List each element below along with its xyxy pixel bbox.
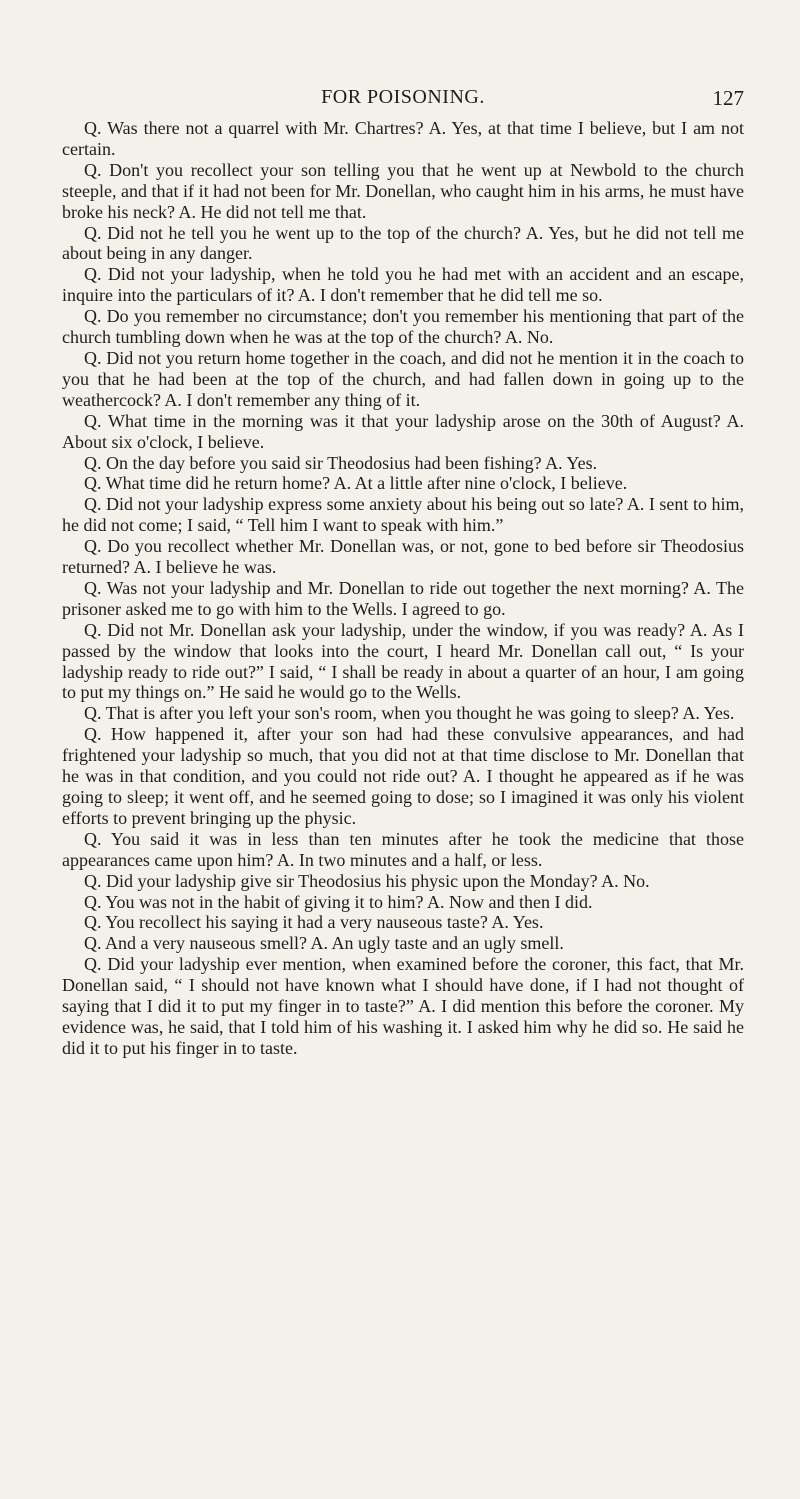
running-title: FOR POISONING. xyxy=(321,86,485,108)
paragraph: Q. On the day before you said sir Theodosius had been fishing? A. Yes. xyxy=(84,452,598,473)
paragraph: Q. You recollect his saying it had a very nauseous taste? A. Yes. xyxy=(84,912,544,933)
paragraph: Q. Was not your ladyship and Mr. Donellan to ride out together the next morning? A. The prisoner asked me to go with him to the Wells. I agreed to go. xyxy=(62,577,744,619)
paragraph: Q. Was there not a quarrel with Mr. Chartres? A. Yes, at that time I believe, but I am not certain. xyxy=(62,118,744,159)
paragraph: Q. And a very nauseous smell? A. An ugly taste and an ugly smell. xyxy=(84,933,564,954)
paragraph: Q. That is after you left your son's room, when you thought he was going to sleep? A. Yes. xyxy=(84,703,735,724)
paragraph: Q. Did not Mr. Donellan ask your ladyship, under the window, if you was ready? A. As I passed by the window that looks into the court, I heard Mr. Donellan call out, “ Is your ladyship ready to ride out?” I said, “ I shall be ready in about a quarter of an hour, I am going to put my things on.” He said he would go to the Wells. xyxy=(62,619,744,703)
paragraph: Q. Did your ladyship give sir Theodosius his physic upon the Monday? A. No. xyxy=(84,870,650,891)
paragraph: Q. Did not you return home together in the coach, and did not he mention it in the coach to you that he had been at the top of the church, and had fallen down in going up to the weathercock? A. I don't remember any thing of it. xyxy=(62,347,744,410)
paragraph: Q. Do you remember no circumstance; don't you remember his mentioning that part of the church tumbling down when he was at the top of the church? A. No. xyxy=(62,306,744,348)
paragraph: Q. Did not he tell you he went up to the top of the church? A. Yes, but he did not tell me about being in any danger. xyxy=(62,222,744,264)
paragraph: Q. Don't you recollect your son telling you that he went up at Newbold to the church steeple, and that if it had not been for Mr. Donellan, who caught him in his arms, he must have broke his neck? A. He did not tell me that. xyxy=(62,159,744,222)
paragraph: Q. Did not your ladyship, when he told you he had met with an accident and an escape, inquire into the particulars of it? A. I don't remember that he did tell me so. xyxy=(62,264,744,306)
paragraph: Q. You said it was in less than ten minutes after he took the medicine that those appearances came upon him? A. In two minutes and a half, or less. xyxy=(62,828,744,870)
paragraph: Q. What time in the morning was it that your ladyship arose on the 30th of August? A. About six o'clock, I believe. xyxy=(62,410,744,452)
page-number: 127 xyxy=(712,86,744,110)
paragraph: Q. You was not in the habit of giving it to him? A. Now and then I did. xyxy=(84,891,593,912)
paragraph: Q. What time did he return home? A. At a little after nine o'clock, I believe. xyxy=(84,473,628,494)
testimony-text xyxy=(62,118,744,1059)
paragraph: Q. Did not your ladyship express some anxiety about his being out so late? A. I sent to him, he did not come; I said, “ Tell him I want to speak with him.” xyxy=(62,494,744,536)
paragraph: Q. How happened it, after your son had had these convulsive appearances, and had frightened your ladyship so much, that you did not at that time disclose to Mr. Donellan that he was in that condition, and you could not ride out? A. I thought he appeared as if he was going to sleep; it went off, and he seemed going to dose; so I imagined it was only his violent efforts to prevent bringing up the physic. xyxy=(62,724,744,828)
paragraph: Q. Do you recollect whether Mr. Donellan was, or not, gone to bed before sir Theodosius returned? A. I believe he was. xyxy=(62,536,744,578)
paragraph: Q. Did your ladyship ever mention, when examined before the coroner, this fact, that Mr. Donellan said, “ I should not have known what I should have done, if I had not thought of saying that I did it to put my finger in to taste?” A. I did mention this before the coroner. My evidence was, he said, that I told him of his washing it. I asked him why he did so. He said he did it to put his finger in to taste. xyxy=(62,954,744,1058)
page-header xyxy=(62,86,744,112)
